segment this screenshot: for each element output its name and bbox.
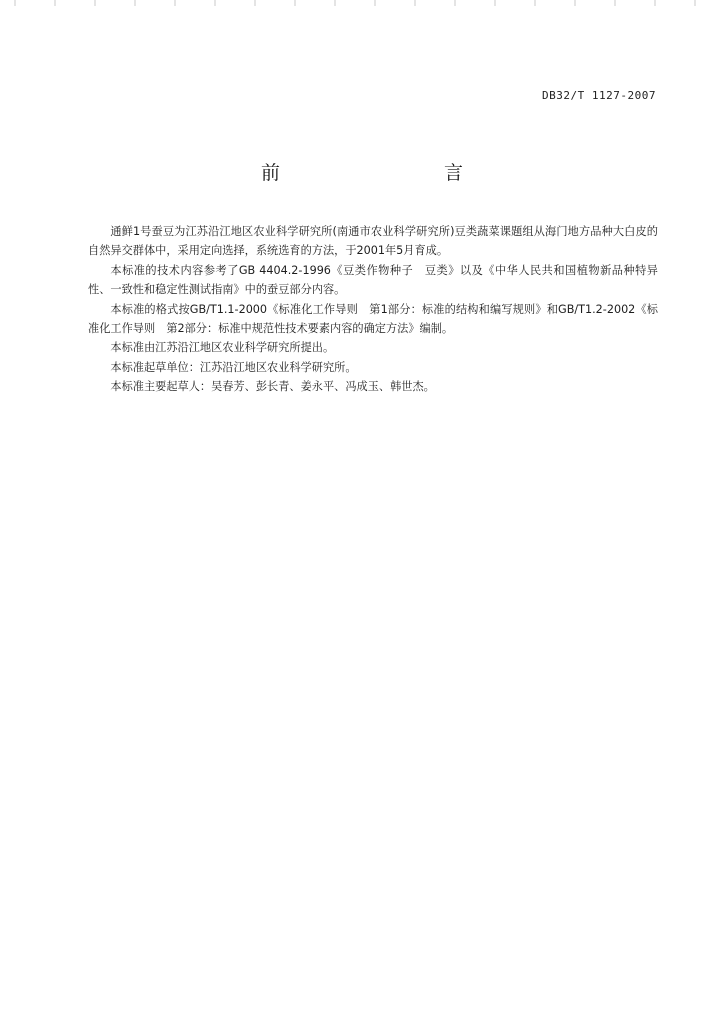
scan-edge-artifact: [0, 0, 724, 6]
paragraph-drafters: 本标准主要起草人：吴春芳、彭长青、姜永平、冯成玉、韩世杰。: [110, 380, 435, 394]
paragraph-format-basis: 本标准的格式按GB/T1.1-2000《标准化工作导则 第1部分：标准的结构和编写规则》和GB/T1.2-2002《标准化工作导则 第2部分：标准中规范性技术要素内容的确定方法》编制。: [88, 302, 658, 336]
paragraph-proposer: 本标准由江苏沿江地区农业科学研究所提出。: [110, 341, 335, 355]
page-title: 前 言: [260, 162, 505, 184]
paragraph-variety-origin: 通鲜1号蚕豆为江苏沿江地区农业科学研究所(南通市农业科学研究所)豆类蔬菜课题组从海门地方品种大白皮的自然异交群体中，采用定向选择，系统选育的方法，于2001年5月育成。: [88, 225, 658, 258]
standard-code: DB32/T 1127-2007: [542, 89, 656, 102]
paragraph-drafting-unit: 本标准起草单位：江苏沿江地区农业科学研究所。: [110, 360, 357, 374]
foreword-body: [88, 222, 658, 397]
paragraph-technical-reference: 本标准的技术内容参考了GB 4404.2-1996《豆类作物种子 豆类》以及《中华人民共和国植物新品种特异性、一致性和稳定性测试指南》中的蚕豆部分内容。: [88, 263, 658, 297]
